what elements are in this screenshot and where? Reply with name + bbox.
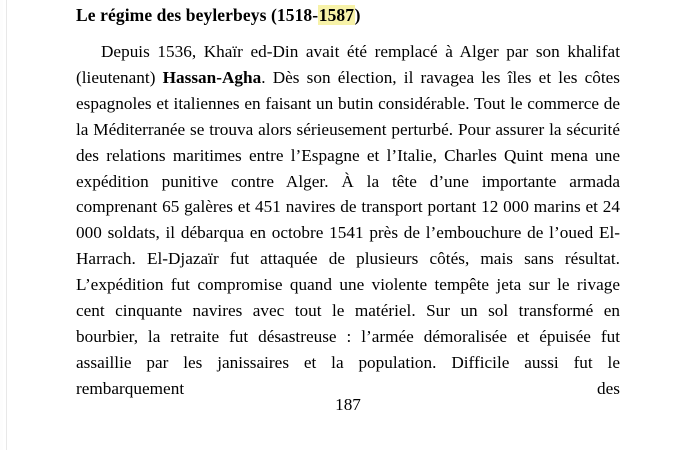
paragraph-segment-1: Depuis 1536, Khaïr ed-Din avait été remplacé à Alger par son khalifat (lieutenant)	[76, 42, 620, 87]
scan-edge-artifact	[6, 0, 7, 450]
scan-edge-artifact-outer	[0, 0, 3, 450]
body-paragraph	[76, 28, 620, 428]
bold-person-name: Hassan-Agha	[162, 67, 262, 87]
page-number: 187	[335, 395, 361, 414]
highlighted-year: 1587	[318, 5, 355, 25]
paragraph-segment-2: . Dès son élection, il ravagea les îles et les côtes espagnoles et italiennes en faisant un butin considérable. Tout le commerce de la Méditerranée se trouva alors sérieusement perturbé. Pour assurer la sécurité des relations maritimes entre l’Espagne et l’Italie, Charles Quint mena une expédition punitive contre Alger. À la tête d’une importante armada comprenant 65 galères et 451 navires de transport portant 12 000 marins et 24 000 soldats, il débarqua en octobre 1541 près de l’embouchure de l’oued El-Harrach. El-Djazaïr fut attaquée de plusieurs côtés, mais sans résultat. L’expédition fut compromise quand une violente tempête jeta sur le rivage cent cinquante navires avec tout le matériel. Sur un sol transformé en bourbier, la retraite fut désastreuse : l’armée démoralisée et épuisée fut assaillie par les janissaires et la population. Difficile aussi fut le rembarquement des	[76, 67, 621, 398]
document-page	[76, 0, 620, 450]
page-title-text-after: )	[354, 5, 361, 25]
page-title	[76, 0, 620, 28]
page-title-text-before: Le régime des beylerbeys (1518-	[76, 5, 319, 25]
